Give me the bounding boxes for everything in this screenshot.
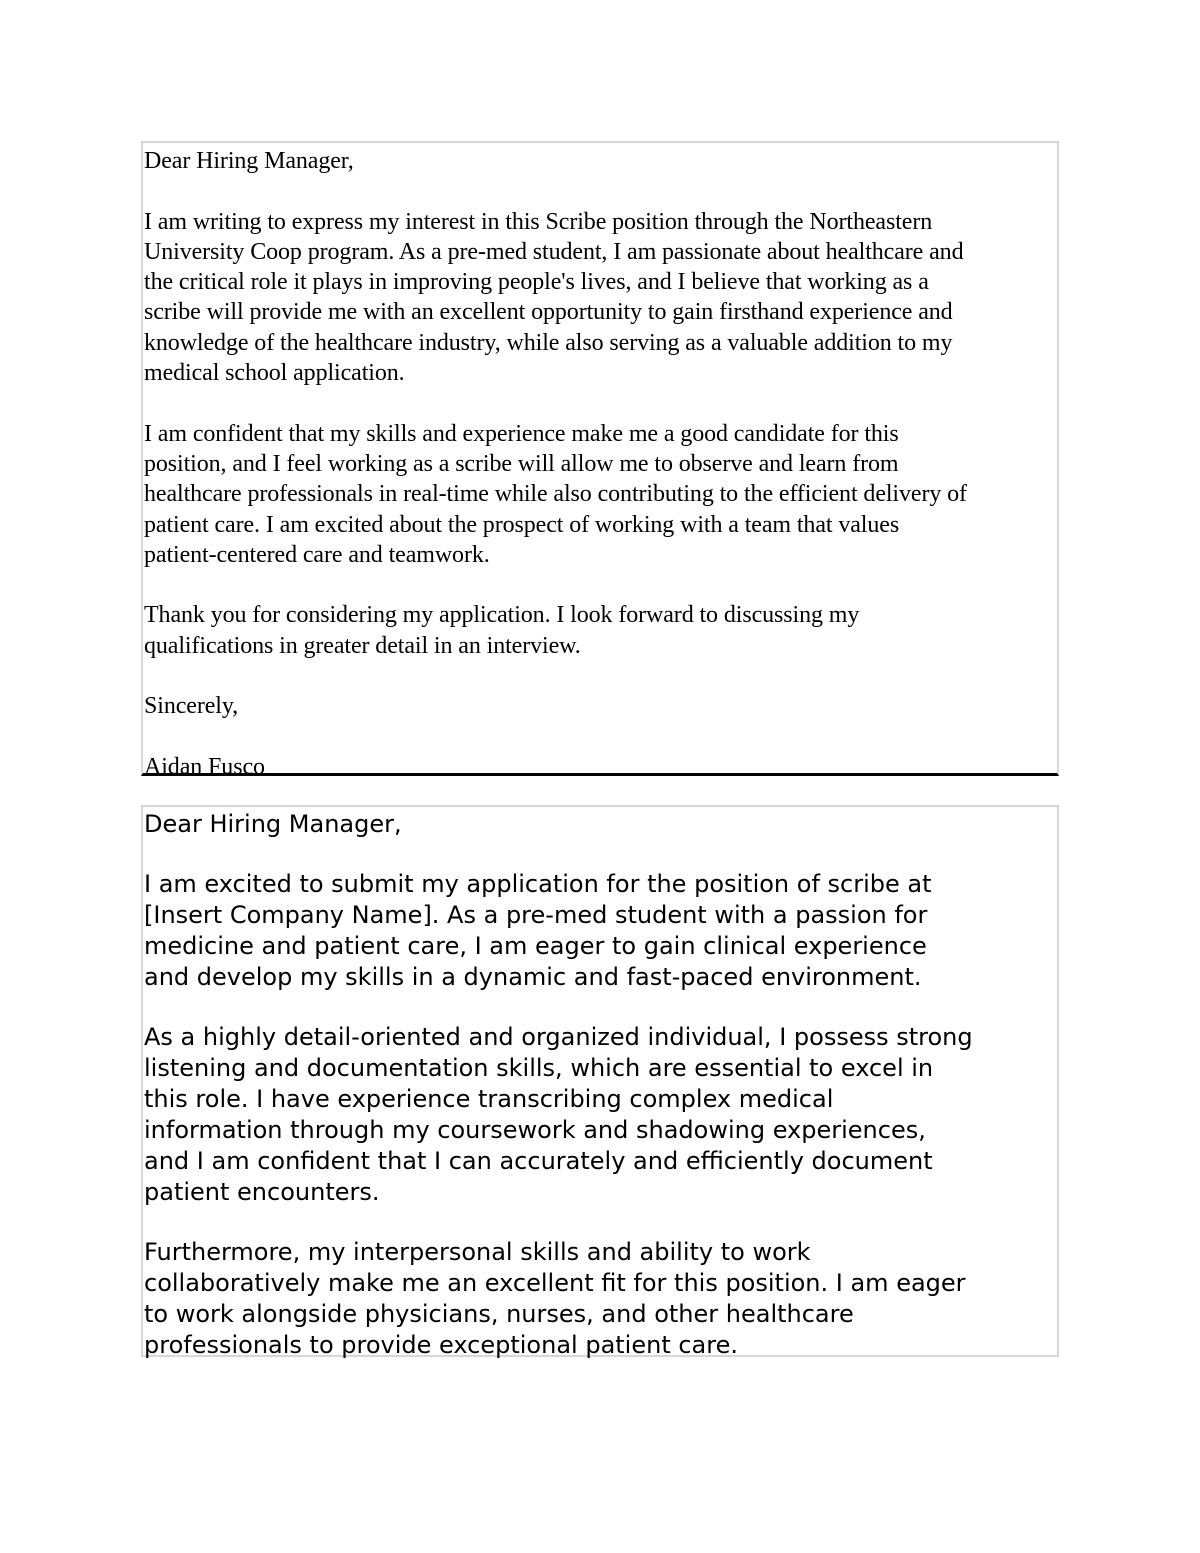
cover-letter-2 — [141, 805, 1059, 1357]
letter-1-signature: Aidan Fusco — [144, 753, 265, 780]
letter-2-paragraph-1: I am excited to submit my application for the position of scribe at [Insert Company Name]. As a pre-med student with a passion for medicine and patient care, I am eager to gain clinical experience and develop my skills in a dynamic and fast-paced environment. — [144, 870, 932, 991]
letter-1-greeting: Dear Hiring Manager, — [144, 148, 354, 174]
letter-1-paragraph-1: I am writing to express my interest in this Scribe position through the Northeastern University Coop program. As a pre-med student, I am passionate about healthcare and the critical role it plays in improving people's lives, and I believe that working as a scribe will provide me with an excellent opportunity to gain firsthand experience and knowledge of the healthcare industry, while also serving as a valuable addition to my medical school application. — [144, 208, 964, 387]
letter-1-paragraph-3: Thank you for considering my application. I look forward to discussing my qualifications in greater detail in an interview. — [144, 602, 860, 659]
letter-1-closing: Sincerely, — [144, 693, 239, 720]
cover-letter-1 — [141, 141, 1059, 780]
letter-2-paragraph-3: Furthermore, my interpersonal skills and ability to work collaboratively make me an excellent fit for this position. I am eager to work alongside physicians, nurses, and other healthcare professionals to provide exceptional patient care. — [144, 1238, 966, 1359]
letter-2-greeting: Dear Hiring Manager, — [144, 810, 402, 838]
letter-1-paragraph-2: I am confident that my skills and experience make me a good candidate for this position, and I feel working as a scribe will allow me to observe and learn from healthcare professionals in real-time while also contributing to the efficient delivery of patient care. I am excited about the prospect of working with a team that values patient-centered care and teamwork. — [144, 420, 967, 568]
letter-2-paragraph-2: As a highly detail-oriented and organized individual, I possess strong listening and documentation skills, which are essential to excel in this role. I have experience transcribing complex medical information through my coursework and shadowing experiences, and I am confident that I can accurately and efficiently document patient encounters. — [144, 1023, 973, 1206]
